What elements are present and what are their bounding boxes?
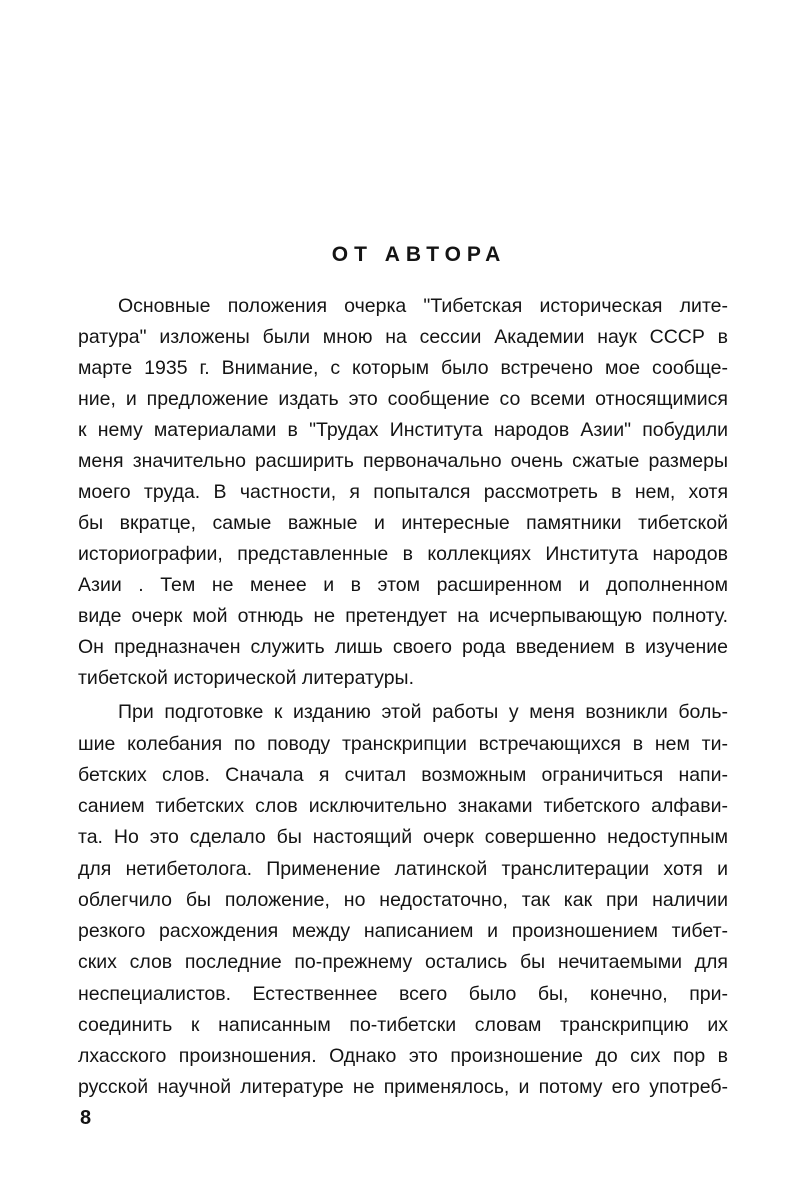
text-line: историографии, представленные в коллекциях Института народов bbox=[78, 543, 728, 565]
text-line: меня значительно расширить первоначально очень сжатые размеры bbox=[78, 450, 728, 472]
text-line: лхасского произношения. Однако это произношение до сих пор в bbox=[78, 1045, 728, 1067]
text-line: та. Но это сделало бы настоящий очерк совершенно недоступным bbox=[78, 826, 728, 848]
text-line: бетских слов. Сначала я считал возможным ограничиться напи- bbox=[78, 764, 728, 786]
text-line: для нетибетолога. Применение латинской транслитерации хотя и bbox=[78, 858, 728, 880]
text-line: к нему материалами в "Трудах Института народов Азии" побудили bbox=[78, 419, 728, 441]
text-line: ние, и предложение издать это сообщение со всеми относящимися bbox=[78, 388, 728, 410]
text-line: санием тибетских слов исключительно знаками тибетского алфави- bbox=[78, 795, 728, 817]
text-line: облегчило бы положение, но недостаточно, так как при наличии bbox=[78, 889, 728, 911]
text-line: шие колебания по поводу транскрипции встречающихся в нем ти- bbox=[78, 733, 728, 755]
text-line: ских слов последние по-прежнему остались бы нечитаемыми для bbox=[78, 951, 728, 973]
text-line: бы вкратце, самые важные и интересные памятники тибетской bbox=[78, 512, 728, 534]
text-line: Он предназначен служить лишь своего рода введением в изучение bbox=[78, 636, 728, 658]
text-line: русской научной литературе не применялось, и потому его употреб- bbox=[78, 1076, 728, 1098]
page-number: 8 bbox=[80, 1107, 92, 1129]
text-line: моего труда. В частности, я попытался рассмотреть в нем, хотя bbox=[78, 481, 728, 503]
text-line: виде очерк мой отнюдь не претендует на исчерпывающую полноту. bbox=[78, 605, 728, 627]
text-line: тибетской исторической литературы. bbox=[78, 667, 414, 689]
text-line: неспециалистов. Естественнее всего было бы, конечно, при- bbox=[78, 983, 728, 1005]
text-line: ратура" изложены были мною на сессии Академии наук СССР в bbox=[78, 326, 728, 348]
text-line: Основные положения очерка "Тибетская историческая лите- bbox=[118, 295, 728, 317]
text-line: соединить к написанным по-тибетски словам транскрипцию их bbox=[78, 1014, 728, 1036]
text-line: резкого расхождения между написанием и произношением тибет- bbox=[78, 920, 728, 942]
text-line: марте 1935 г. Внимание, с которым было встречено мое сообще- bbox=[78, 357, 728, 379]
text-line: При подготовке к изданию этой работы у меня возникли боль- bbox=[118, 701, 728, 723]
page-title: ОТ АВТОРА bbox=[331, 243, 507, 266]
text-line: Азии . Тем не менее и в этом расширенном и дополненном bbox=[78, 574, 728, 596]
